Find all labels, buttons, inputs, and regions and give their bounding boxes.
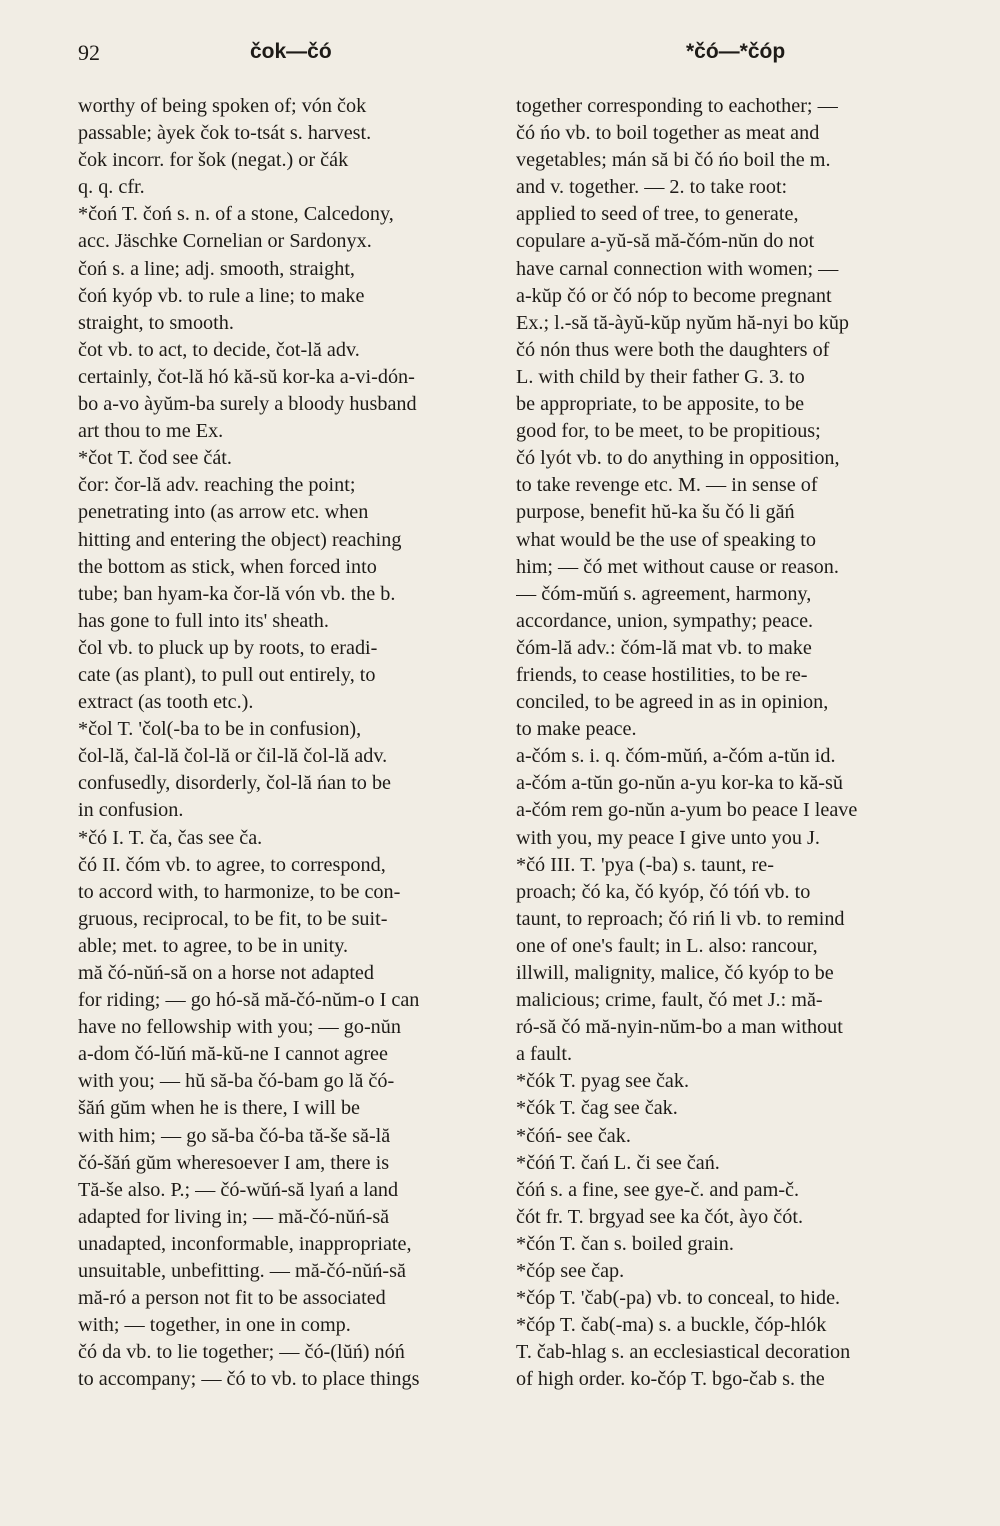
- left-column-line: with him; — go să-ba čó-ba tă-še să-lă: [78, 1124, 391, 1147]
- left-column-line: q. q. cfr.: [78, 176, 145, 199]
- right-column-line: a-čóm a-tŭn go-nŭn a-yu kor-ka to kă-sŭ: [516, 772, 843, 795]
- left-column-line: extract (as tooth etc.).: [78, 691, 254, 714]
- left-column-line: *čot T. čod see čát.: [78, 447, 232, 470]
- left-column-line: with; — together, in one in comp.: [78, 1314, 351, 1337]
- right-column-line: a-kŭp čó or čó nóp to become pregnant: [516, 284, 832, 307]
- right-column-line: a fault.: [516, 1043, 573, 1066]
- right-column: [516, 93, 928, 1394]
- left-column-line: hitting and entering the object) reaching: [78, 528, 402, 551]
- right-column-line: be appropriate, to be apposite, to be: [516, 393, 805, 416]
- right-column-line: and v. together. — 2. to take root:: [516, 176, 788, 199]
- right-column-line: ró-să čó mă-nyin-nŭm-bo a man without: [516, 1016, 843, 1039]
- right-column-line: accordance, union, sympathy; peace.: [516, 609, 814, 632]
- left-column-line: confusedly, disorderly, čol-lă ńan to be: [78, 772, 391, 795]
- page-header: [78, 40, 930, 80]
- right-column-line: *čóp T. čab(-ma) s. a buckle, čóp-hlók: [516, 1314, 827, 1337]
- left-column-line: čor: čor-lă adv. reaching the point;: [78, 474, 356, 497]
- left-column-line: adapted for living in; — mă-čó-nŭń-să: [78, 1205, 390, 1228]
- left-column-line: penetrating into (as arrow etc. when: [78, 501, 369, 524]
- right-column-line: together corresponding to eachother; —: [516, 95, 838, 117]
- left-column-line: *čó I. T. ča, čas see ča.: [78, 826, 263, 849]
- right-column-line: good for, to be meet, to be propitious;: [516, 420, 821, 443]
- right-column-line: taunt, to reproach; čó riń li vb. to remind: [516, 907, 845, 930]
- right-column-line: copulare a-yŭ-să mă-čóm-nŭn do not: [516, 230, 815, 253]
- right-column-line: a-čóm rem go-nŭn a-yum bo peace I leave: [516, 799, 858, 822]
- left-column-line: bo a-vo àyŭm-ba surely a bloody husband: [78, 393, 417, 416]
- left-column: [78, 93, 490, 1394]
- left-column-line: acc. Jäschke Cornelian or Sardonyx.: [78, 230, 372, 253]
- left-column-line: tube; ban hyam-ka čor-lă vón vb. the b.: [78, 582, 396, 605]
- right-column-line: *čó III. T. 'pya (-ba) s. taunt, re-: [516, 853, 774, 876]
- right-column-line: čót fr. T. brgyad see ka čót, àyo čót.: [516, 1205, 804, 1228]
- left-column-line: worthy of being spoken of; vón čok: [78, 95, 367, 117]
- right-column-line: čóm-lă adv.: čóm-lă mat vb. to make: [516, 636, 812, 659]
- right-column-line: one of one's fault; in L. also: rancour,: [516, 934, 818, 957]
- left-column-line: to accord with, to harmonize, to be con-: [78, 880, 401, 903]
- left-column-line: straight, to smooth.: [78, 311, 234, 334]
- right-column-line: of high order. ko-čóp T. bgo-čab s. the: [516, 1368, 825, 1391]
- right-column-line: conciled, to be agreed in as in opinion,: [516, 691, 829, 714]
- right-column-line: čóń s. a fine, see gye-č. and pam-č.: [516, 1178, 800, 1201]
- page-number: 92: [78, 40, 100, 65]
- right-column-line: — čóm-mŭń s. agreement, harmony,: [516, 582, 812, 605]
- left-column-line: mă čó-nŭń-să on a horse not adapted: [78, 962, 374, 984]
- left-column-line: certainly, čot-lă hó kă-sŭ kor-ka a-vi-dón-: [78, 365, 415, 388]
- right-column-line: proach; čó ka, čó kyóp, čó tóń vb. to: [516, 880, 811, 903]
- right-column-line: vegetables; mán să bi čó ńo boil the m.: [516, 149, 831, 172]
- right-column-line: *čók T. pyag see čak.: [516, 1070, 690, 1093]
- right-column-line: *čóń- see čak.: [516, 1124, 631, 1147]
- left-column-line: cate (as plant), to pull out entirely, to: [78, 663, 376, 686]
- left-column-line: a-dom čó-lŭń mă-kŭ-ne I cannot agree: [78, 1043, 388, 1066]
- left-running-head: čok—čó: [250, 40, 332, 63]
- left-column-line: in confusion.: [78, 799, 184, 822]
- left-column-line: čol-lă, čal-lă čol-lă or čil-lă čol-lă adv.: [78, 745, 388, 768]
- right-column-line: to take revenge etc. M. — in sense of: [516, 474, 818, 497]
- left-column-line: for riding; — go hó-să mă-čó-nŭm-o I can: [78, 989, 420, 1012]
- right-column-line: applied to seed of tree, to generate,: [516, 203, 799, 226]
- left-column-line: passable; àyek čok to-tsát s. harvest.: [78, 122, 372, 145]
- left-column-line: čot vb. to act, to decide, čot-lă adv.: [78, 338, 360, 361]
- left-column-line: art thou to me Ex.: [78, 420, 224, 443]
- right-column-line: čó nón thus were both the daughters of: [516, 338, 830, 361]
- right-column-line: *čóp see čap.: [516, 1260, 625, 1283]
- right-column-line: *čóń T. čań L. či see čań.: [516, 1151, 720, 1174]
- right-column-line: L. with child by their father G. 3. to: [516, 365, 805, 388]
- right-column-line: with you, my peace I give unto you J.: [516, 826, 820, 849]
- right-column-line: Ex.; l.-să tă-àyŭ-kŭp nyŭm hă-nyi bo kŭp: [516, 311, 850, 334]
- left-column-line: unadapted, inconformable, inappropriate,: [78, 1232, 412, 1255]
- left-column-line: čó da vb. to lie together; — čó-(lŭń) nóń: [78, 1341, 405, 1364]
- right-column-line: him; — čó met without cause or reason.: [516, 555, 839, 578]
- right-column-line: illwill, malignity, malice, čó kyóp to be: [516, 962, 834, 984]
- left-column-line: mă-ró a person not fit to be associated: [78, 1287, 386, 1310]
- right-running-head: *čó—*čóp: [686, 40, 786, 63]
- left-column-line: have no fellowship with you; — go-nŭn: [78, 1016, 401, 1039]
- right-column-line: *čók T. čag see čak.: [516, 1097, 678, 1120]
- left-column-line: čoń kyóp vb. to rule a line; to make: [78, 284, 365, 307]
- left-column-line: able; met. to agree, to be in unity.: [78, 934, 349, 957]
- left-column-line: Tă-še also. P.; — čó-wŭń-să lyań a land: [78, 1178, 399, 1201]
- right-column-line: čó lyót vb. to do anything in opposition,: [516, 447, 840, 470]
- left-column-line: čó-šăń gŭm wheresoever I am, there is: [78, 1151, 390, 1174]
- left-column-line: gruous, reciprocal, to be fit, to be suit-: [78, 907, 388, 930]
- left-column-line: *čol T. 'čol(-ba to be in confusion),: [78, 718, 362, 741]
- right-column-line: *čóp T. 'čab(-pa) vb. to conceal, to hide.: [516, 1287, 841, 1310]
- right-column-line: to make peace.: [516, 718, 637, 741]
- left-column-line: has gone to full into its' sheath.: [78, 609, 329, 632]
- right-column-line: purpose, benefit hŭ-ka šu čó li găń: [516, 501, 795, 524]
- left-column-line: čoń s. a line; adj. smooth, straight,: [78, 257, 355, 280]
- right-column-line: a-čóm s. i. q. čóm-mŭń, a-čóm a-tŭn id.: [516, 745, 836, 768]
- left-column-line: čol vb. to pluck up by roots, to eradi-: [78, 636, 378, 659]
- left-column-line: čó II. čóm vb. to agree, to correspond,: [78, 853, 386, 876]
- right-column-line: malicious; crime, fault, čó met J.: mă-: [516, 989, 823, 1012]
- right-column-line: what would be the use of speaking to: [516, 528, 816, 551]
- left-column-line: the bottom as stick, when forced into: [78, 555, 377, 578]
- left-column-line: to accompany; — čó to vb. to place things: [78, 1368, 420, 1391]
- right-column-line: čó ńo vb. to boil together as meat and: [516, 122, 820, 145]
- left-column-line: unsuitable, unbefitting. — mă-čó-nŭń-să: [78, 1260, 406, 1283]
- right-column-line: *čón T. čan s. boiled grain.: [516, 1232, 734, 1255]
- right-column-line: have carnal connection with women; —: [516, 257, 839, 280]
- right-column-line: T. čab-hlag s. an ecclesiastical decoration: [516, 1341, 851, 1364]
- right-column-line: friends, to cease hostilities, to be re-: [516, 663, 808, 686]
- left-column-line: with you; — hŭ să-ba čó-bam go lă čó-: [78, 1070, 395, 1093]
- left-column-line: čok incorr. for šok (negat.) or čák: [78, 149, 349, 172]
- left-column-line: *čoń T. čoń s. n. of a stone, Calcedony,: [78, 203, 394, 226]
- left-column-line: šăń gŭm when he is there, I will be: [78, 1097, 360, 1120]
